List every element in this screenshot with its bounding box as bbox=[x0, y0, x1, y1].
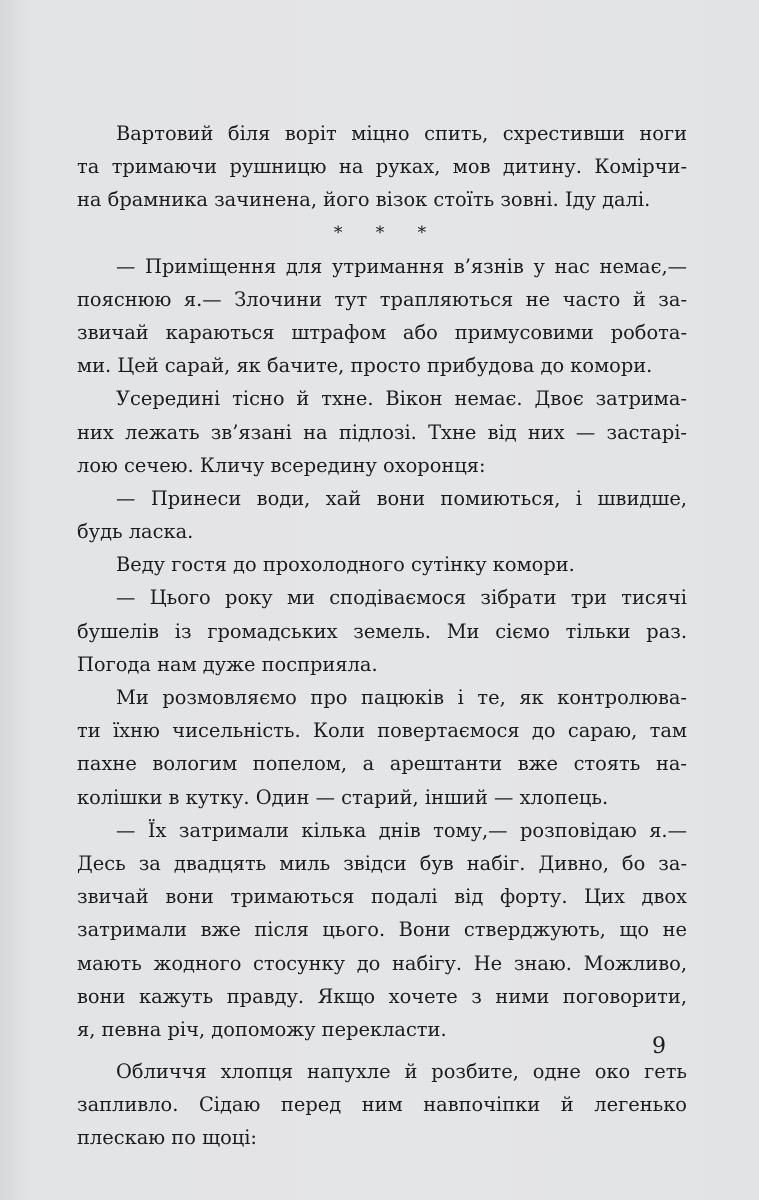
text-line: звичай караються штрафом або примусовими робота- bbox=[77, 320, 687, 344]
text-line: я, певна річ, допоможу перекласти. bbox=[77, 1017, 447, 1041]
text-line: пахне вологим попелом, а арештанти вже стоять на- bbox=[77, 752, 687, 776]
text-line: Ми розмовляємо про пацюків і те, як контролюва- bbox=[116, 686, 687, 709]
paragraph-2 bbox=[77, 250, 687, 383]
text-line: ти їхню чисельність. Коли повертаємося до сараю, там bbox=[77, 719, 687, 743]
paragraph-9 bbox=[77, 1055, 687, 1155]
text-line: — Цього року ми сподіваємося зібрати три тисячі bbox=[116, 586, 687, 610]
text-line: Веду гостя до прохолодного сутінку комори. bbox=[116, 553, 575, 577]
paragraph-3 bbox=[77, 382, 687, 482]
paragraph-7 bbox=[77, 681, 687, 814]
text-line: звичай вони тримаються подалі від форту. Цих двох bbox=[77, 885, 687, 909]
text-line: на брамника зачинена, його візок стоїть зовні. Іду далі. bbox=[77, 188, 651, 212]
paragraph-gap bbox=[77, 1046, 687, 1055]
paragraph-8 bbox=[77, 814, 687, 1046]
text-line: — Їх затримали кілька днів тому,— розповідаю я.— bbox=[116, 818, 687, 842]
text-line: Усередині тісно й тхне. Вікон немає. Двоє затрима- bbox=[116, 387, 687, 411]
paragraph-5 bbox=[77, 548, 687, 581]
paragraph-1 bbox=[77, 117, 687, 217]
text-line: — Приміщення для утримання в’язнів у нас немає,— bbox=[116, 254, 687, 278]
text-line: будь ласка. bbox=[77, 520, 194, 544]
page-number: 9 bbox=[652, 1034, 666, 1059]
text-line: мають жодного стосунку до набігу. Не знаю. Можливо, bbox=[77, 951, 687, 975]
text-line: — Принеси води, хай вони помиються, і швидше, bbox=[116, 486, 687, 510]
text-line: та тримаючи рушницю на руках, мов дитину. Комірчи- bbox=[77, 155, 687, 179]
text-line: затримали вже після цього. Вони стверджують, що не bbox=[77, 918, 687, 942]
text-line: Обличчя хлопця напухле й розбите, одне око геть bbox=[116, 1060, 687, 1084]
text-line: лою сечею. Кличу всередину охоронця: bbox=[77, 453, 486, 477]
paragraph-6 bbox=[77, 581, 687, 681]
text-line: них лежать зв’язані на підлозі. Тхне від них — застарі- bbox=[77, 420, 687, 444]
text-line: плескаю по щоці: bbox=[77, 1126, 257, 1150]
text-line: бушелів із громадських земель. Ми сіємо тільки раз. bbox=[77, 619, 687, 643]
paragraph-4 bbox=[77, 482, 687, 548]
text-line: колішки в кутку. Один — старий, інший — хлопець. bbox=[77, 785, 609, 809]
text-line: Вартовий біля воріт міцно спить, схрестивши ноги bbox=[116, 122, 687, 145]
text-line: Десь за двадцять миль звідси був набіг. Дивно, бо за- bbox=[77, 851, 687, 875]
text-line: пояснюю я.— Злочини тут трапляються не часто й за- bbox=[77, 287, 687, 311]
text-line: вони кажуть правду. Якщо хочете з ними поговорити, bbox=[77, 984, 687, 1008]
text-line: ми. Цей сарай, як бачите, просто прибудова до комори. bbox=[77, 354, 653, 378]
section-separator: * * * bbox=[333, 222, 441, 243]
text-line: Погода нам дуже посприяла. bbox=[77, 652, 378, 676]
text-block bbox=[77, 117, 687, 1155]
text-line: запливло. Сідаю перед ним навпочіпки й легенько bbox=[77, 1093, 687, 1117]
